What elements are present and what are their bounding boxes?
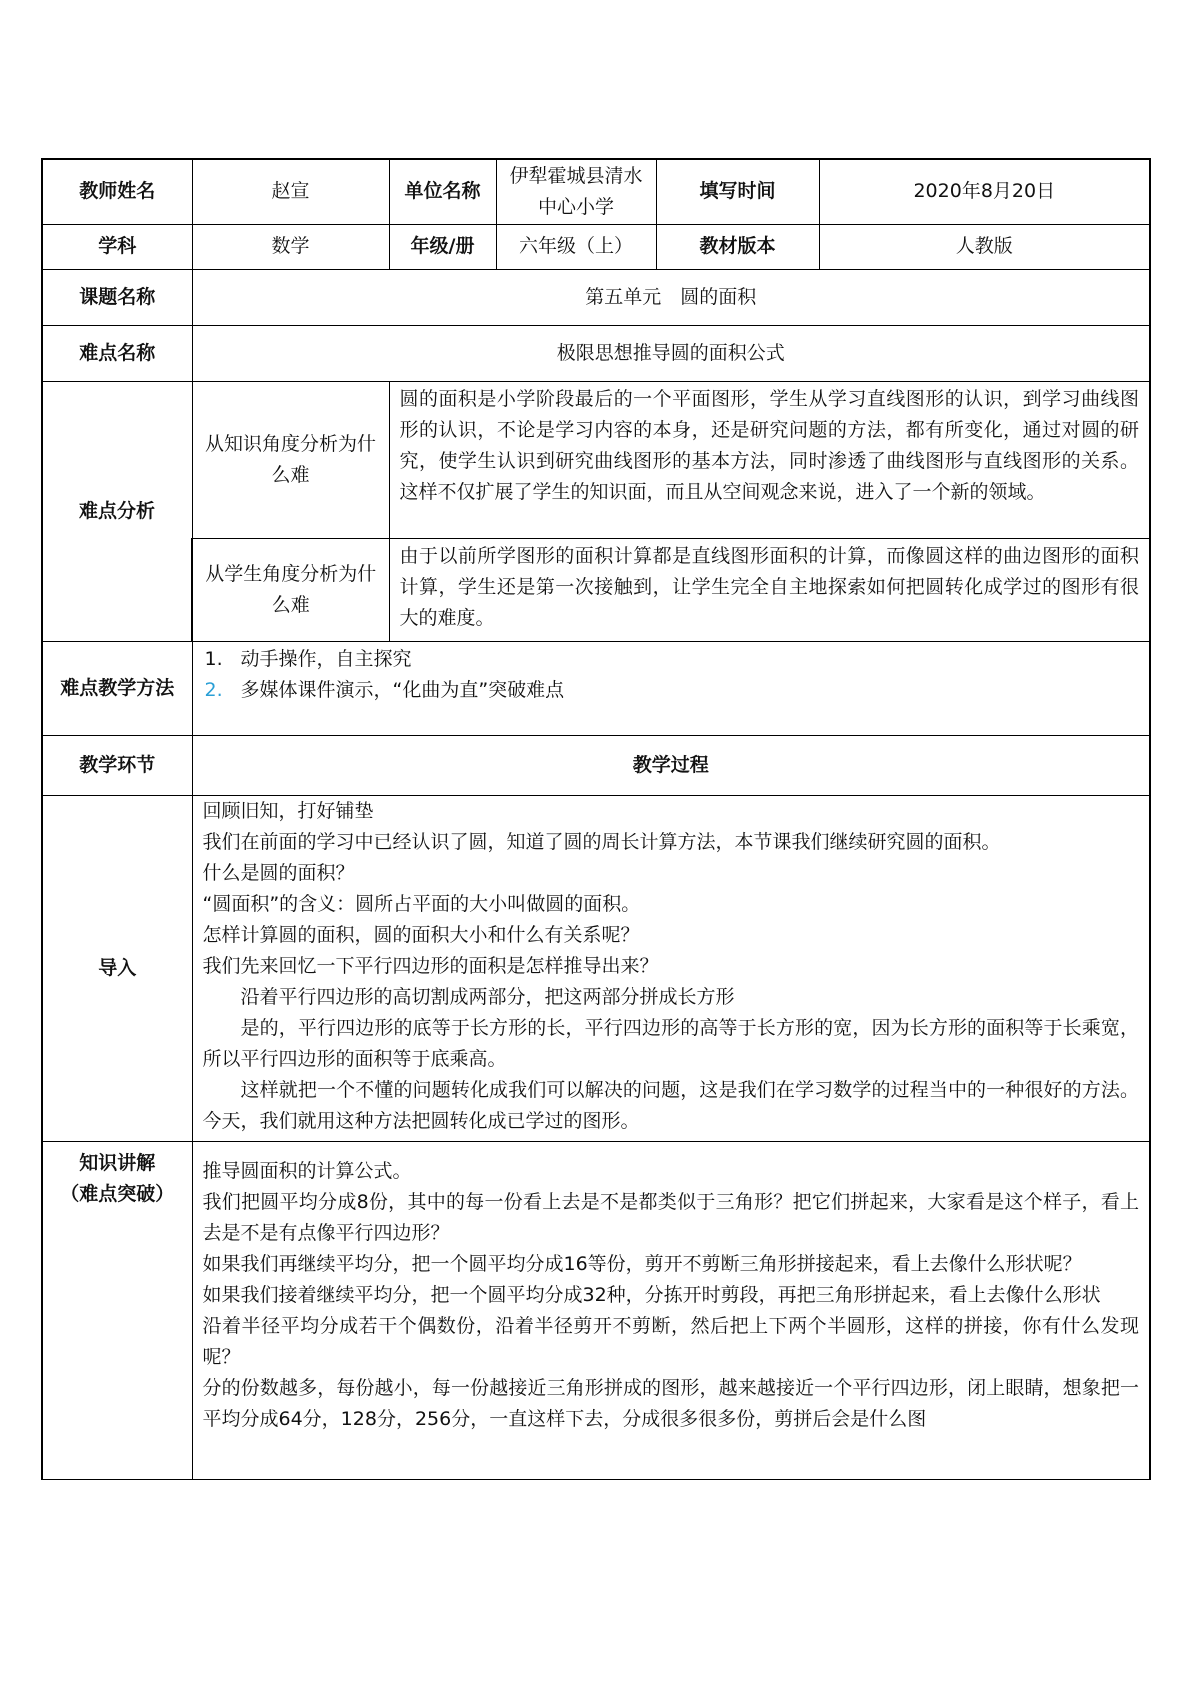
knowledge-angle-text: 圆的面积是小学阶段最后的一个平面图形，学生从学习直线图形的认识，到学习曲线图形的认识，不论是学习内容的本身，还是研究问题的方法，都有所变化，通过对圆的研究，使学生认识到研究曲线图形的基本方法，同时渗透了曲线图形与直线图形的关系。这样不仅扩展了学生的知识面，而且从空间观念来说，进入了一个新的领域。 [389,381,1150,538]
date-value: 2020年8月20日 [819,159,1150,224]
header-row-2 [42,224,1150,269]
date-label: 填写时间 [656,159,819,224]
edition-label: 教材版本 [656,224,819,269]
process-column-header: 教学过程 [192,735,1150,795]
knowledge-label [42,1141,192,1479]
intro-line: 我们在前面的学习中已经认识了圆，知道了圆的周长计算方法，本节课我们继续研究圆的面积。 [202,830,1001,853]
topic-label: 课题名称 [42,269,192,325]
topic-row [42,269,1150,325]
knowledge-angle-label: 从知识角度分析为什么难 [192,381,389,538]
subject-value: 数学 [192,224,389,269]
grade-value: 六年级（上） [496,224,656,269]
intro-line: 我们先来回忆一下平行四边形的面积是怎样推导出来？ [202,954,659,977]
lesson-plan-table [41,158,1151,1480]
intro-line: 回顾旧知，打好铺垫 [202,799,374,822]
intro-line: 沿着平行四边形的高切割成两部分，把这两部分拼成长方形 [240,985,735,1008]
method-number: 1. [204,647,223,670]
intro-label: 导入 [42,795,192,1141]
analysis-row-student [42,538,1150,641]
knowledge-label-main: 知识讲解 [79,1151,156,1174]
intro-line: 是的，平行四边形的底等于长方形的长，平行四边形的高等于长方形的宽，因为长方形的面积等于长乘宽，所以平行四边形的面积等于底乘高。 [202,1016,1140,1070]
subject-label: 学科 [42,224,192,269]
difficulty-value: 极限思想推导圆的面积公式 [192,325,1150,381]
methods-label: 难点教学方法 [42,641,192,735]
knowledge-line: 如果我们再继续平均分，把一个圆平均分成16等份，剪开不剪断三角形拼接起来，看上去像什么形状呢？ [202,1252,1082,1275]
grade-label: 年级/册 [389,224,496,269]
knowledge-line: 如果我们接着继续平均分，把一个圆平均分成32种，分拣开时剪段，再把三角形拼起来，看上去像什么形状 [202,1283,1101,1306]
method-item [205,644,1140,675]
difficulty-row [42,325,1150,381]
knowledge-label-sub: （难点突破） [60,1182,175,1205]
teacher-label: 教师姓名 [42,159,192,224]
methods-list [192,641,1150,735]
knowledge-line: 分的份数越多，每份越小，每一份越接近三角形拼成的图形，越来越接近一个平行四边形，闭上眼睛，想象把一平均分成64分，128分，256分，一直这样下去，分成很多很多份，剪拼后会是什么图 [202,1376,1140,1430]
topic-value: 第五单元 圆的面积 [192,269,1150,325]
knowledge-line: 我们把圆平均分成8份，其中的每一份看上去是不是都类似于三角形？把它们拼起来，大家看是这个样子，看上去是不是有点像平行四边形？ [202,1190,1140,1244]
intro-line: “圆面积”的含义：圆所占平面的大小叫做圆的面积。 [202,892,641,915]
knowledge-row [42,1141,1150,1479]
header-row-1 [42,159,1150,224]
method-text: 多媒体课件演示，“化曲为直”突破难点 [240,678,565,701]
method-number: 2. [204,678,223,701]
intro-content [192,795,1150,1141]
method-text: 动手操作，自主探究 [240,647,412,670]
intro-line: 这样就把一个不懂的问题转化成我们可以解决的问题，这是我们在学习数学的过程当中的一种很好的方法。今天，我们就用这种方法把圆转化成已学过的图形。 [202,1078,1140,1132]
analysis-row-knowledge [42,381,1150,538]
intro-line: 什么是圆的面积？ [202,861,355,884]
analysis-label: 难点分析 [42,381,192,641]
edition-value: 人教版 [819,224,1150,269]
teacher-value: 赵宣 [192,159,389,224]
intro-row [42,795,1150,1141]
process-header-row [42,735,1150,795]
student-angle-label: 从学生角度分析为什么难 [192,538,389,641]
method-item [205,675,1140,706]
unit-label: 单位名称 [389,159,496,224]
difficulty-label: 难点名称 [42,325,192,381]
knowledge-line: 推导圆面积的计算公式。 [202,1159,412,1182]
methods-row [42,641,1150,735]
unit-value: 伊犁霍城县清水中心小学 [496,159,656,224]
knowledge-content [192,1141,1150,1479]
knowledge-line: 沿着半径平均分成若干个偶数份，沿着半径剪开不剪断，然后把上下两个半圆形，这样的拼接，你有什么发现呢？ [202,1314,1140,1368]
student-angle-text: 由于以前所学图形的面积计算都是直线图形面积的计算，而像圆这样的曲边图形的面积计算，学生还是第一次接触到，让学生完全自主地探索如何把圆转化成学过的图形有很大的难度。 [389,538,1150,641]
intro-line: 怎样计算圆的面积，圆的面积大小和什么有关系呢？ [202,923,640,946]
step-column-header: 教学环节 [42,735,192,795]
